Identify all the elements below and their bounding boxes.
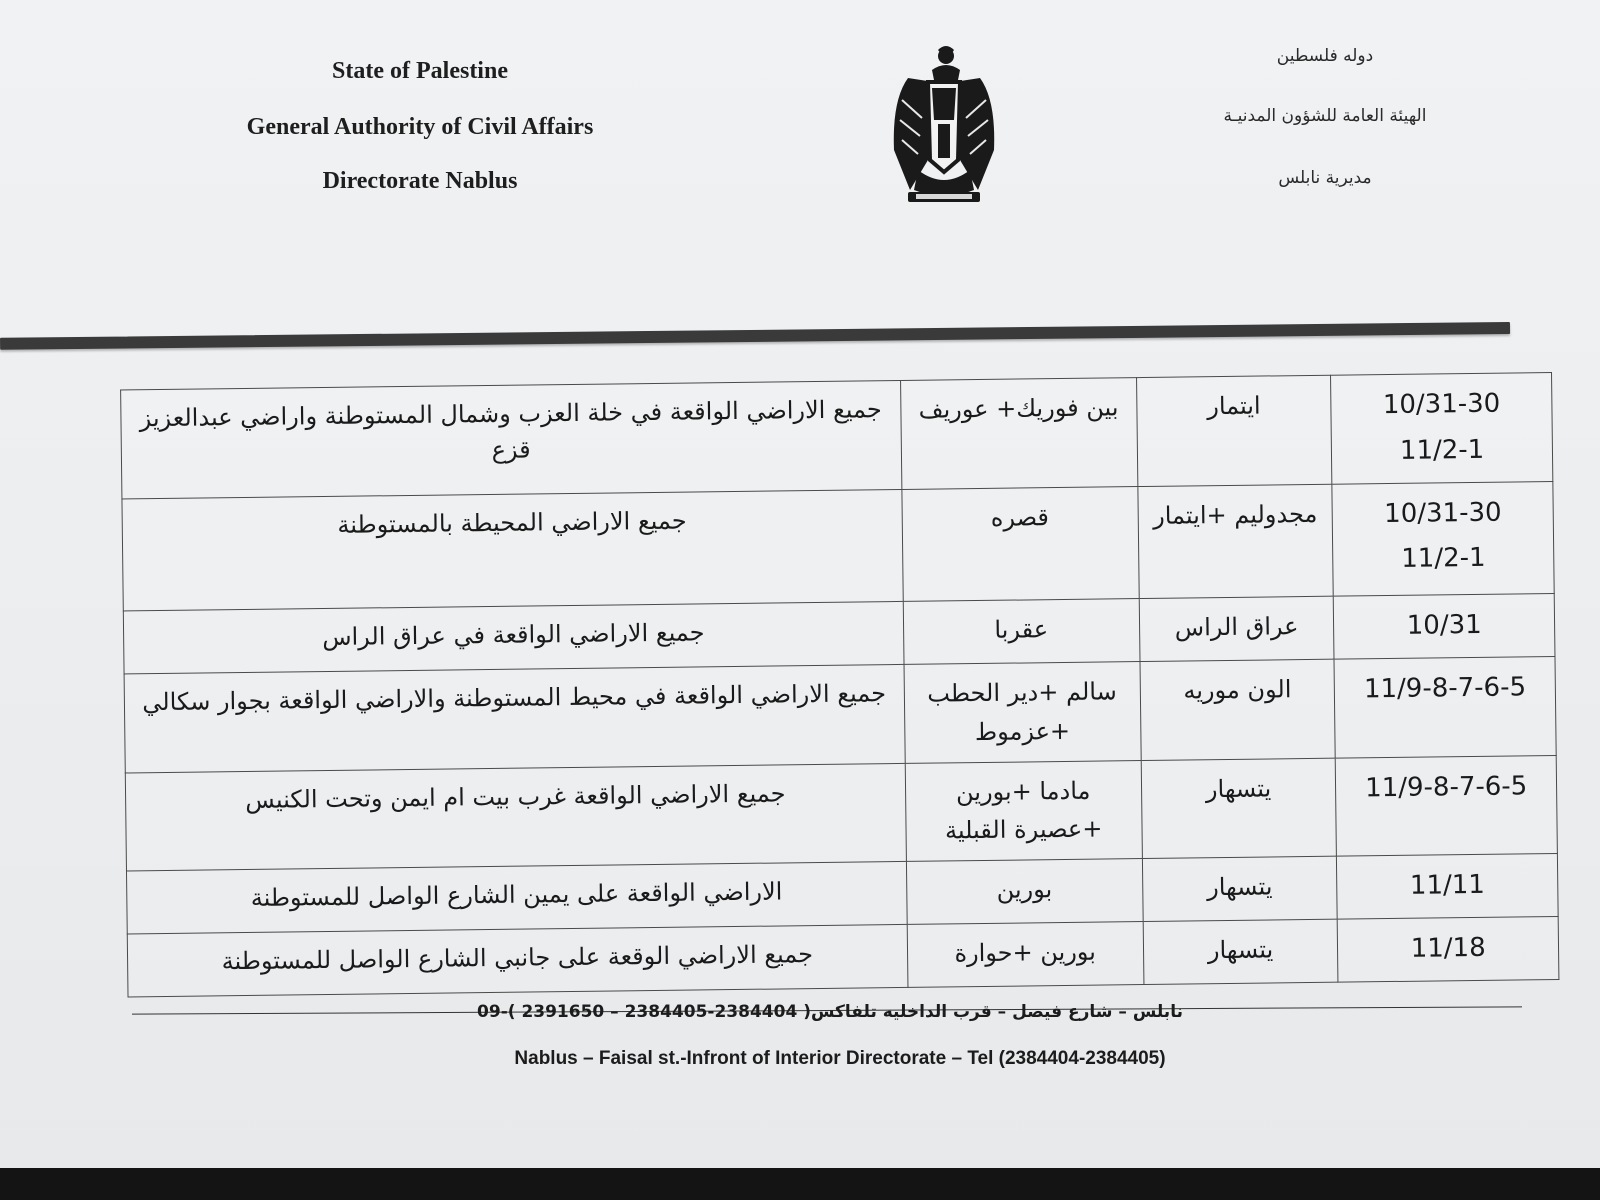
area-cell: جميع الاراضي الوقعة على جانبي الشارع الواصل للمستوطنة <box>127 924 907 997</box>
date-cell <box>1336 755 1558 856</box>
villages-cell: مادما +بورين +عصيرة القبلية <box>905 760 1142 861</box>
settlement-cell: يتسهار <box>1141 758 1337 859</box>
settlement-cell: ايتمار <box>1136 375 1332 486</box>
table-row <box>121 373 1553 499</box>
date-text: 11/18 <box>1410 932 1486 964</box>
settlement-cell: مجدوليم +ايتمار <box>1138 484 1334 599</box>
footer-address-en: Nablus – Faisal st.-Infront of Interior Directorate – Tel (2384404-2384405) <box>514 1048 1166 1069</box>
date-cell <box>1331 373 1553 484</box>
date-text: 11/11 <box>1409 869 1486 901</box>
settlement-cell: يتسهار <box>1143 919 1338 984</box>
villages-cell: قصره <box>901 486 1139 602</box>
villages-cell: عقربا <box>903 599 1140 665</box>
header-authority-ar: الهيئة العامة للشؤون المدنيـة <box>1223 106 1427 126</box>
area-cell: جميع الاراضي الواقعة في خلة العزب وشمال المستوطنة واراضي عبدالعزيز قزع <box>121 380 902 498</box>
villages-cell: بورين +حوارة <box>907 922 1144 988</box>
header-directorate-en: Directorate Nablus <box>322 168 518 194</box>
date-text: 10/31-30 <box>1382 388 1501 421</box>
header-state-en: State of Palestine <box>332 58 508 84</box>
date-text: 11/9-8-7-6-5 <box>1364 771 1528 804</box>
table-row <box>122 481 1554 611</box>
schedule-table-wrap <box>120 372 1559 997</box>
date-cell <box>1334 657 1556 758</box>
area-cell: الاراضي الواقعة على يمين الشارع الواصل للمستوطنة <box>126 861 906 933</box>
villages-cell: سالم +دير الحطب +عزموط <box>904 662 1141 763</box>
villages-cell: بورين <box>906 859 1143 925</box>
area-cell: جميع الاراضي الواقعة غرب بيت ام ايمن وتحت الكنيس <box>125 763 906 871</box>
palestine-eagle-emblem-icon <box>888 40 1000 208</box>
settlement-cell: عراق الراس <box>1139 597 1334 662</box>
date-cell <box>1334 594 1555 660</box>
area-cell: جميع الاراضي الواقعة في عراق الراس <box>123 602 903 674</box>
table-row <box>124 657 1556 773</box>
settlement-cell: يتسهار <box>1142 856 1337 921</box>
area-cell: جميع الاراضي المحيطة بالمستوطنة <box>122 489 903 611</box>
date-text: 11/2-1 <box>1399 434 1485 466</box>
schedule-table <box>120 372 1559 997</box>
background-surface <box>0 1168 1600 1200</box>
header-authority-en: General Authority of Civil Affairs <box>246 114 594 140</box>
date-cell <box>1332 481 1554 596</box>
date-text: 10/31-30 <box>1383 497 1502 529</box>
date-text: 11/9-8-7-6-5 <box>1363 672 1527 705</box>
date-cell <box>1337 916 1558 982</box>
settlement-cell: الون موريه <box>1140 660 1336 761</box>
villages-cell: بين فوريك+ عوريف <box>900 378 1138 490</box>
area-cell: جميع الاراضي الواقعة في محيط المستوطنة والاراضي الواقعة بجوار سكالي <box>124 665 905 773</box>
header-divider <box>0 322 1510 350</box>
header-directorate-ar: مديرية نابلس <box>1278 168 1372 188</box>
date-text: 10/31 <box>1406 610 1482 642</box>
table-row <box>125 755 1557 871</box>
footer-address-ar: نابلس – شارع فيصل – قرب الداخليه تلفاكس( 2384404-2384405 – 2391650 )-09 <box>477 1002 1183 1022</box>
date-text: 11/2-1 <box>1401 543 1486 575</box>
date-cell <box>1337 854 1558 920</box>
header-state-ar: دوله فلسطين <box>1276 46 1374 66</box>
